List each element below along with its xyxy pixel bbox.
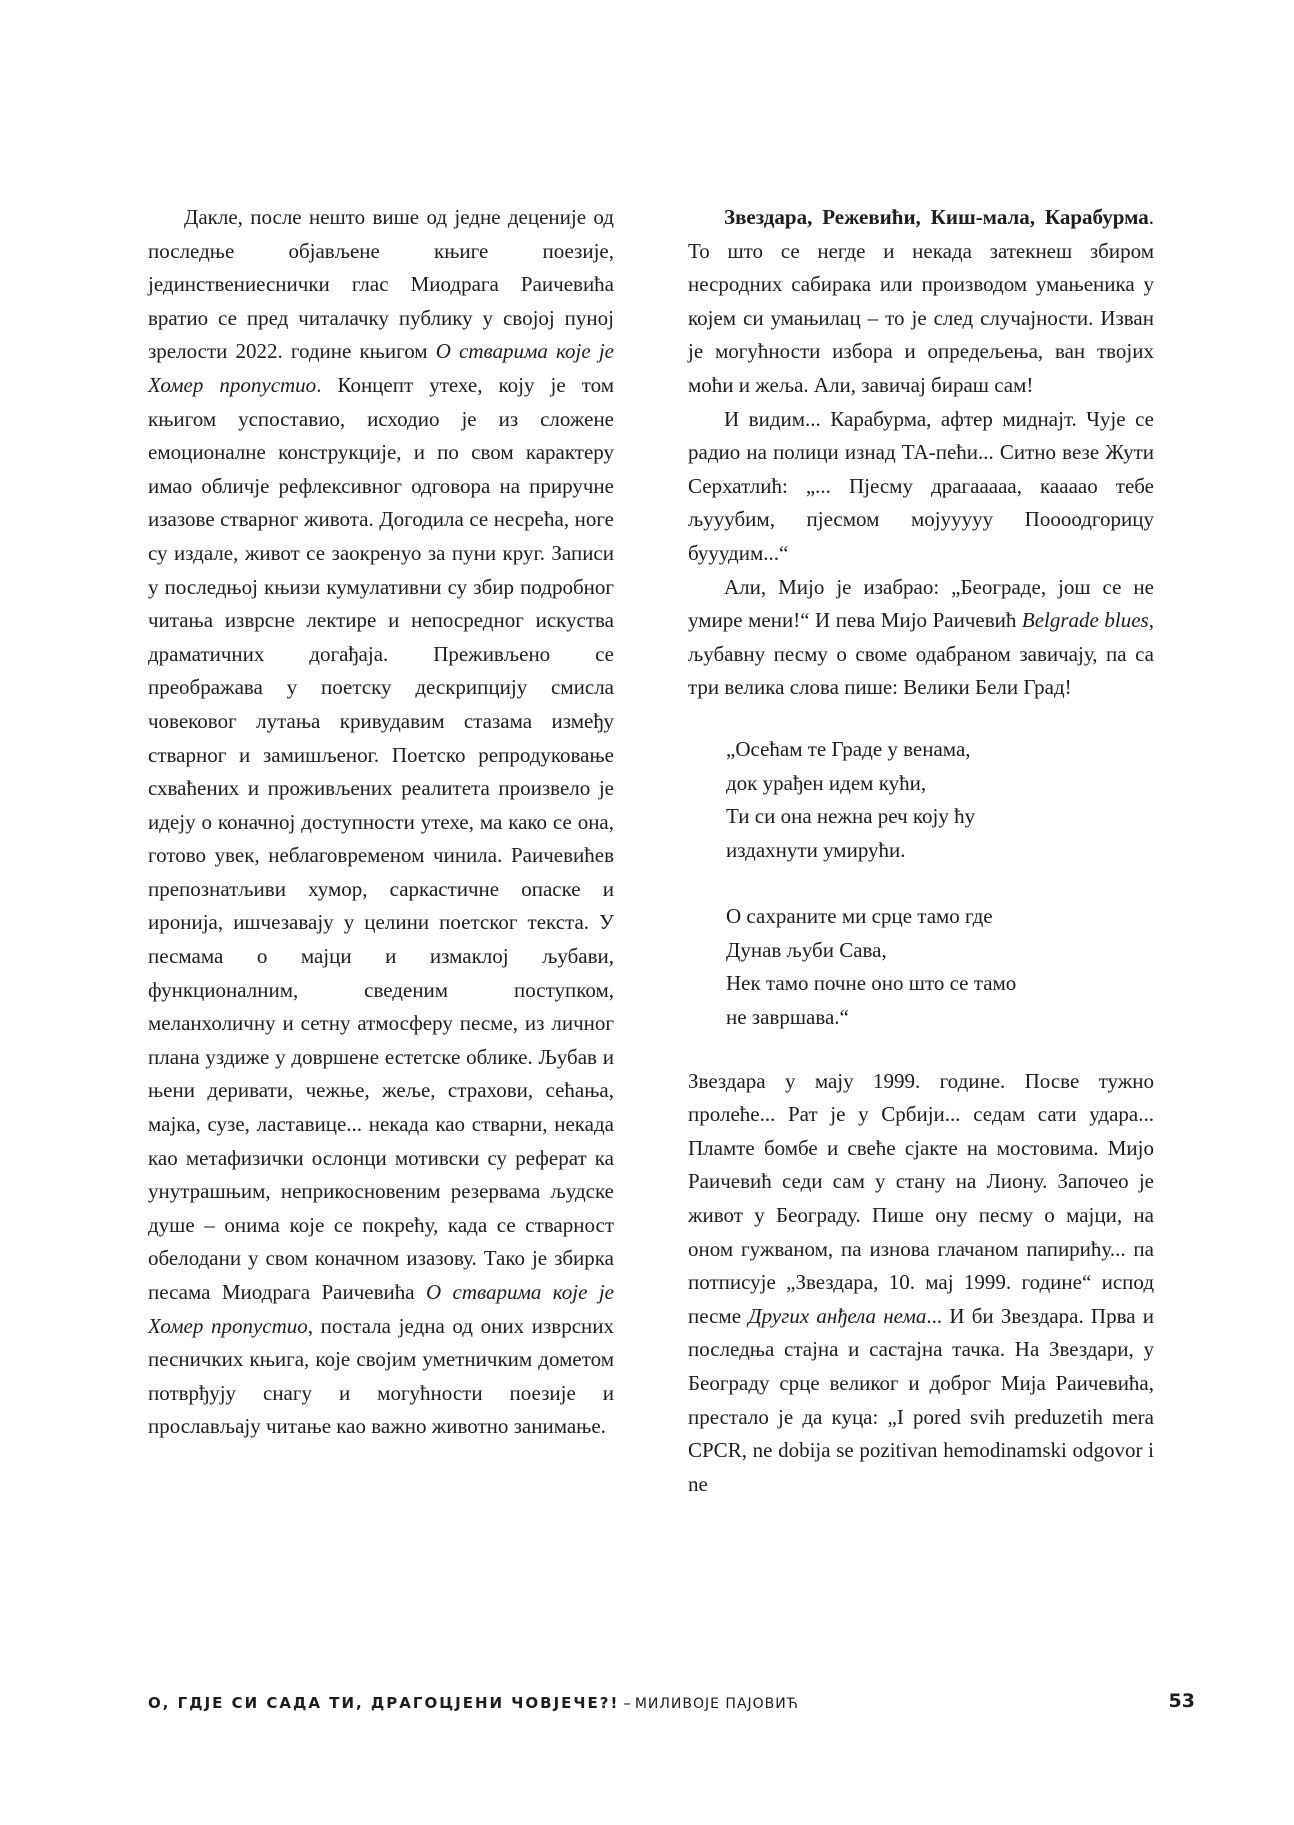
poem-line: Дунав љуби Сава, — [726, 937, 887, 962]
bold-heading-text: Звездара, Режевићи, Киш-мала, Карабурма — [724, 205, 1149, 229]
poem-title: Других анђела нема — [748, 1303, 927, 1328]
paragraph-text: Звездара у мају 1999. године. Посве тужно пролеће... Рат је у Србији... седам сати удара... Пламте бомбе и свеће сјакте на мостовима. Мијо Раичевић седи сам у стану на Лиону. Започео је живот у Београду. Пише ону песму о мајци, на оном гужваном, па изнова глачаном папирићу... па потписује „Звездара, 10. мај 1999. године“ испод песме — [688, 1068, 1154, 1328]
body-paragraph — [688, 201, 1154, 403]
poem-line: издахнути умирући. — [726, 837, 906, 862]
running-footer — [148, 1694, 799, 1712]
paragraph-text: , постала једна од оних изврсних песничких књига, које својим уметничким дометом потврђују снагу и могућности поезије и прослављају читање као важно животно занимање. — [148, 1313, 614, 1439]
body-paragraph — [688, 571, 1154, 705]
paragraph-text: . Концепт утехе, коју је том књигом успоставио, исходио је из сложене емоционалне конструкције, и по свом карактеру имао обличје рефлексивног одговора на приручне изазове стварног живота. Догодила се несрећа, ноге су издале, живот се заокренуо за пуни круг. Записи у последњој књизи кумулативни су збир подробног читања изврсне лектире и непосредног искуства драматичних догађаја. Преживљено се преображава у поетску дескрипцију смисла човековог лутања кривудавим стазама између стварног и замишљеног. Поетско репродуковање схваћених и проживљених реалитета произвело је идеју о коначној доступности утехе, ма како се она, готово увек, неблаговременом чинила. Раичевићев препознатљиви хумор, саркастичне опаске и иронија, ишчезавају у целини поетског текста. У песмама о мајци и измаклој љубави, функционалним, сведеним поступком, меланхоличну и сетну атмосферу песме, из личног плана уздиже у довршене естетске облике. Љубав и њени деривати, чежње, жеље, страхови, сећања, мајка, сузе, ластавице... некада као стварни, некада као метафизички ослонци мотивски су реферат ка унутрашњим, неприкосновеним резервама људске душе – онима које се покрећу, када се стварност обелодани у свом коначном изазову. Тако је збирка песама Миодрага Раичевића — [148, 372, 615, 1304]
body-paragraph — [688, 1065, 1154, 1502]
page-number: 53 — [1168, 1690, 1195, 1712]
poem-line: „Осећам те Граде у венама, — [726, 736, 971, 761]
book-title: О стварима које је Хомер пропустио — [148, 1280, 614, 1338]
poem-line: док урађен идем кући, — [726, 770, 927, 795]
poem-line: Нек тамо почне оно што се тамо — [726, 971, 1017, 996]
poem-stanza — [726, 733, 1154, 867]
body-paragraph: И видим... Карабурма, афтер миднајт. Чује се радио на полици изнад ТА-пећи... Ситно везе Жути Серхатлић: „... Пјесму драгааааа, кааааo тебе љууубим, пјесмом мојуyyyy Поооодгорицу бууудим...“ — [688, 406, 1154, 565]
footer-author: МИЛИВОЈЕ ПАЈОВИЋ — [634, 1696, 799, 1712]
left-column — [148, 201, 614, 1444]
poem-line: О сахраните ми срце тамо где — [726, 904, 993, 929]
page-footer — [148, 1690, 1195, 1720]
footer-separator: – — [623, 1694, 631, 1712]
paragraph-text: , љубавну песму о своме одабраном завичају, па са три велика слова пише: Велики Бели Град! — [688, 608, 1154, 700]
paragraph-text: ... И би Звездара. Прва и последња стајна и састајна тачка. На Звездари, у Београду срце великог и доброг Мија Раичевића, престало је да куца: „I pored svih preduzetih mera CPCR, ne dobija se pozitivan hemodinamski odgovor i ne — [688, 1303, 1154, 1496]
footer-book-title: О, ГДЈЕ СИ САДА ТИ, ДРАГОЦЈЕНИ ЧОВЈЕЧЕ?! — [148, 1694, 620, 1712]
poem-stanza — [726, 900, 1154, 1034]
poem-line: не завршава.“ — [726, 1005, 849, 1030]
paragraph-text: Дакле, после нешто више од једне деценије од последње објављене књиге поезије, јединствениеснички глас Миодрага Раичевића вратио се пред читалачку публику у својој пуној зрелости 2022. године књигом — [148, 205, 614, 364]
poem-line: Ти си она нежна реч коју ћу — [726, 804, 976, 829]
right-column — [688, 201, 1154, 1501]
body-paragraph — [148, 201, 614, 1444]
paragraph-text: . То што се негде и некада затекнеш збиром несродних сабирака или производом умањеника у којем си умањилац – то је след случајности. Изван је могућности избора и опредељења, ван твојих моћи и жеља. Али, завичај бираш сам! — [688, 205, 1154, 397]
paragraph-text: Али, Мијо је изабрао: „Београде, још се не умире мени!“ И пева Мијо Раичевић — [688, 574, 1154, 633]
song-title: Belgrade blues — [1021, 608, 1149, 633]
poem-quote — [726, 733, 1154, 1035]
book-title: О стварима које је Хомер пропустио — [148, 339, 614, 397]
